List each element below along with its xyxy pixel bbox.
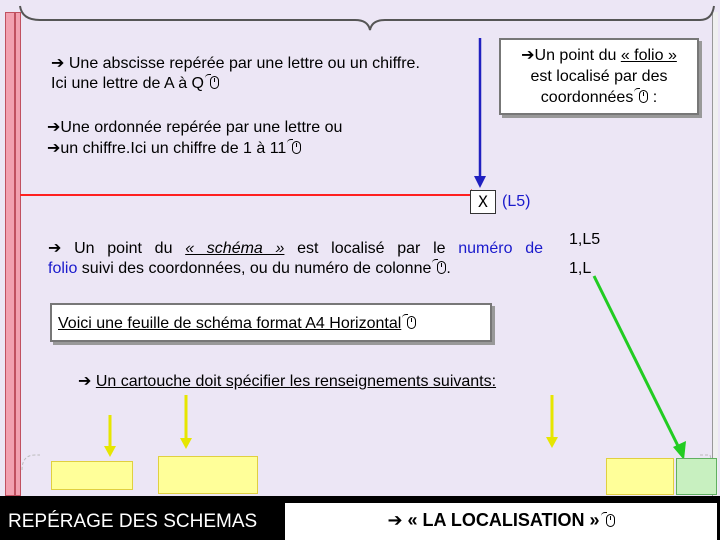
coord-first: 1,L5 [569,231,601,248]
mouse-icon [407,316,416,329]
green-arrow-line [594,276,681,452]
mouse-icon [639,90,648,103]
cartouche-cell-4 [676,458,717,495]
schema-text: ➔ Un point du « schéma » est localisé par le numéro de folio suivi des coordonnées, ou du numéro de colonne . [48,238,543,277]
cartouche-text: ➔ Un cartouche doit spécifier les renseignements suivants: [78,371,497,390]
cartouche-cell-1 [51,461,133,490]
footer-left-title: REPÉRAGE DES SCHEMAS [8,511,258,532]
feuille-box: Voici une feuille de schéma format A4 Horizontal [50,303,492,342]
mouse-icon [437,261,446,274]
mouse-icon [210,76,219,89]
top-brace [20,6,714,30]
mouse-icon [292,141,301,154]
marker-ref: (L5) [502,193,531,210]
cartouche-cell-2 [158,456,258,494]
right-arrow-icon: ➔ [521,45,535,64]
coord-second: 1,L [569,260,592,277]
right-arrow-icon: ➔ [48,238,62,257]
x-marker: X [470,190,496,214]
schema-term: « schéma » [185,240,285,257]
cartouche-cell-3 [606,458,674,495]
right-arrow-icon: ➔ [51,53,65,72]
abscisse-text: ➔ Une abscisse repérée par une lettre ou un chiffre. Ici une lettre de A à Q [51,53,420,92]
footer-right-panel: ➔ « LA LOCALISATION » [285,503,717,540]
right-arrow-icon: ➔ [387,510,403,531]
abscisse-arrowhead [474,176,486,188]
right-arrow-icon: ➔ [78,371,92,390]
ordonnee-text: ➔Une ordonnée repérée par une lettre ou ➔un chiffre.Ici un chiffre de 1 à 11 [47,117,343,157]
right-arrow-icon: ➔ [47,138,61,157]
mouse-icon [606,514,615,527]
folio-box: ➔Un point du « folio » est localisé par des coordonnées : [499,38,699,115]
folio-term: « folio » [620,47,677,64]
right-arrow-icon: ➔ [47,117,61,136]
